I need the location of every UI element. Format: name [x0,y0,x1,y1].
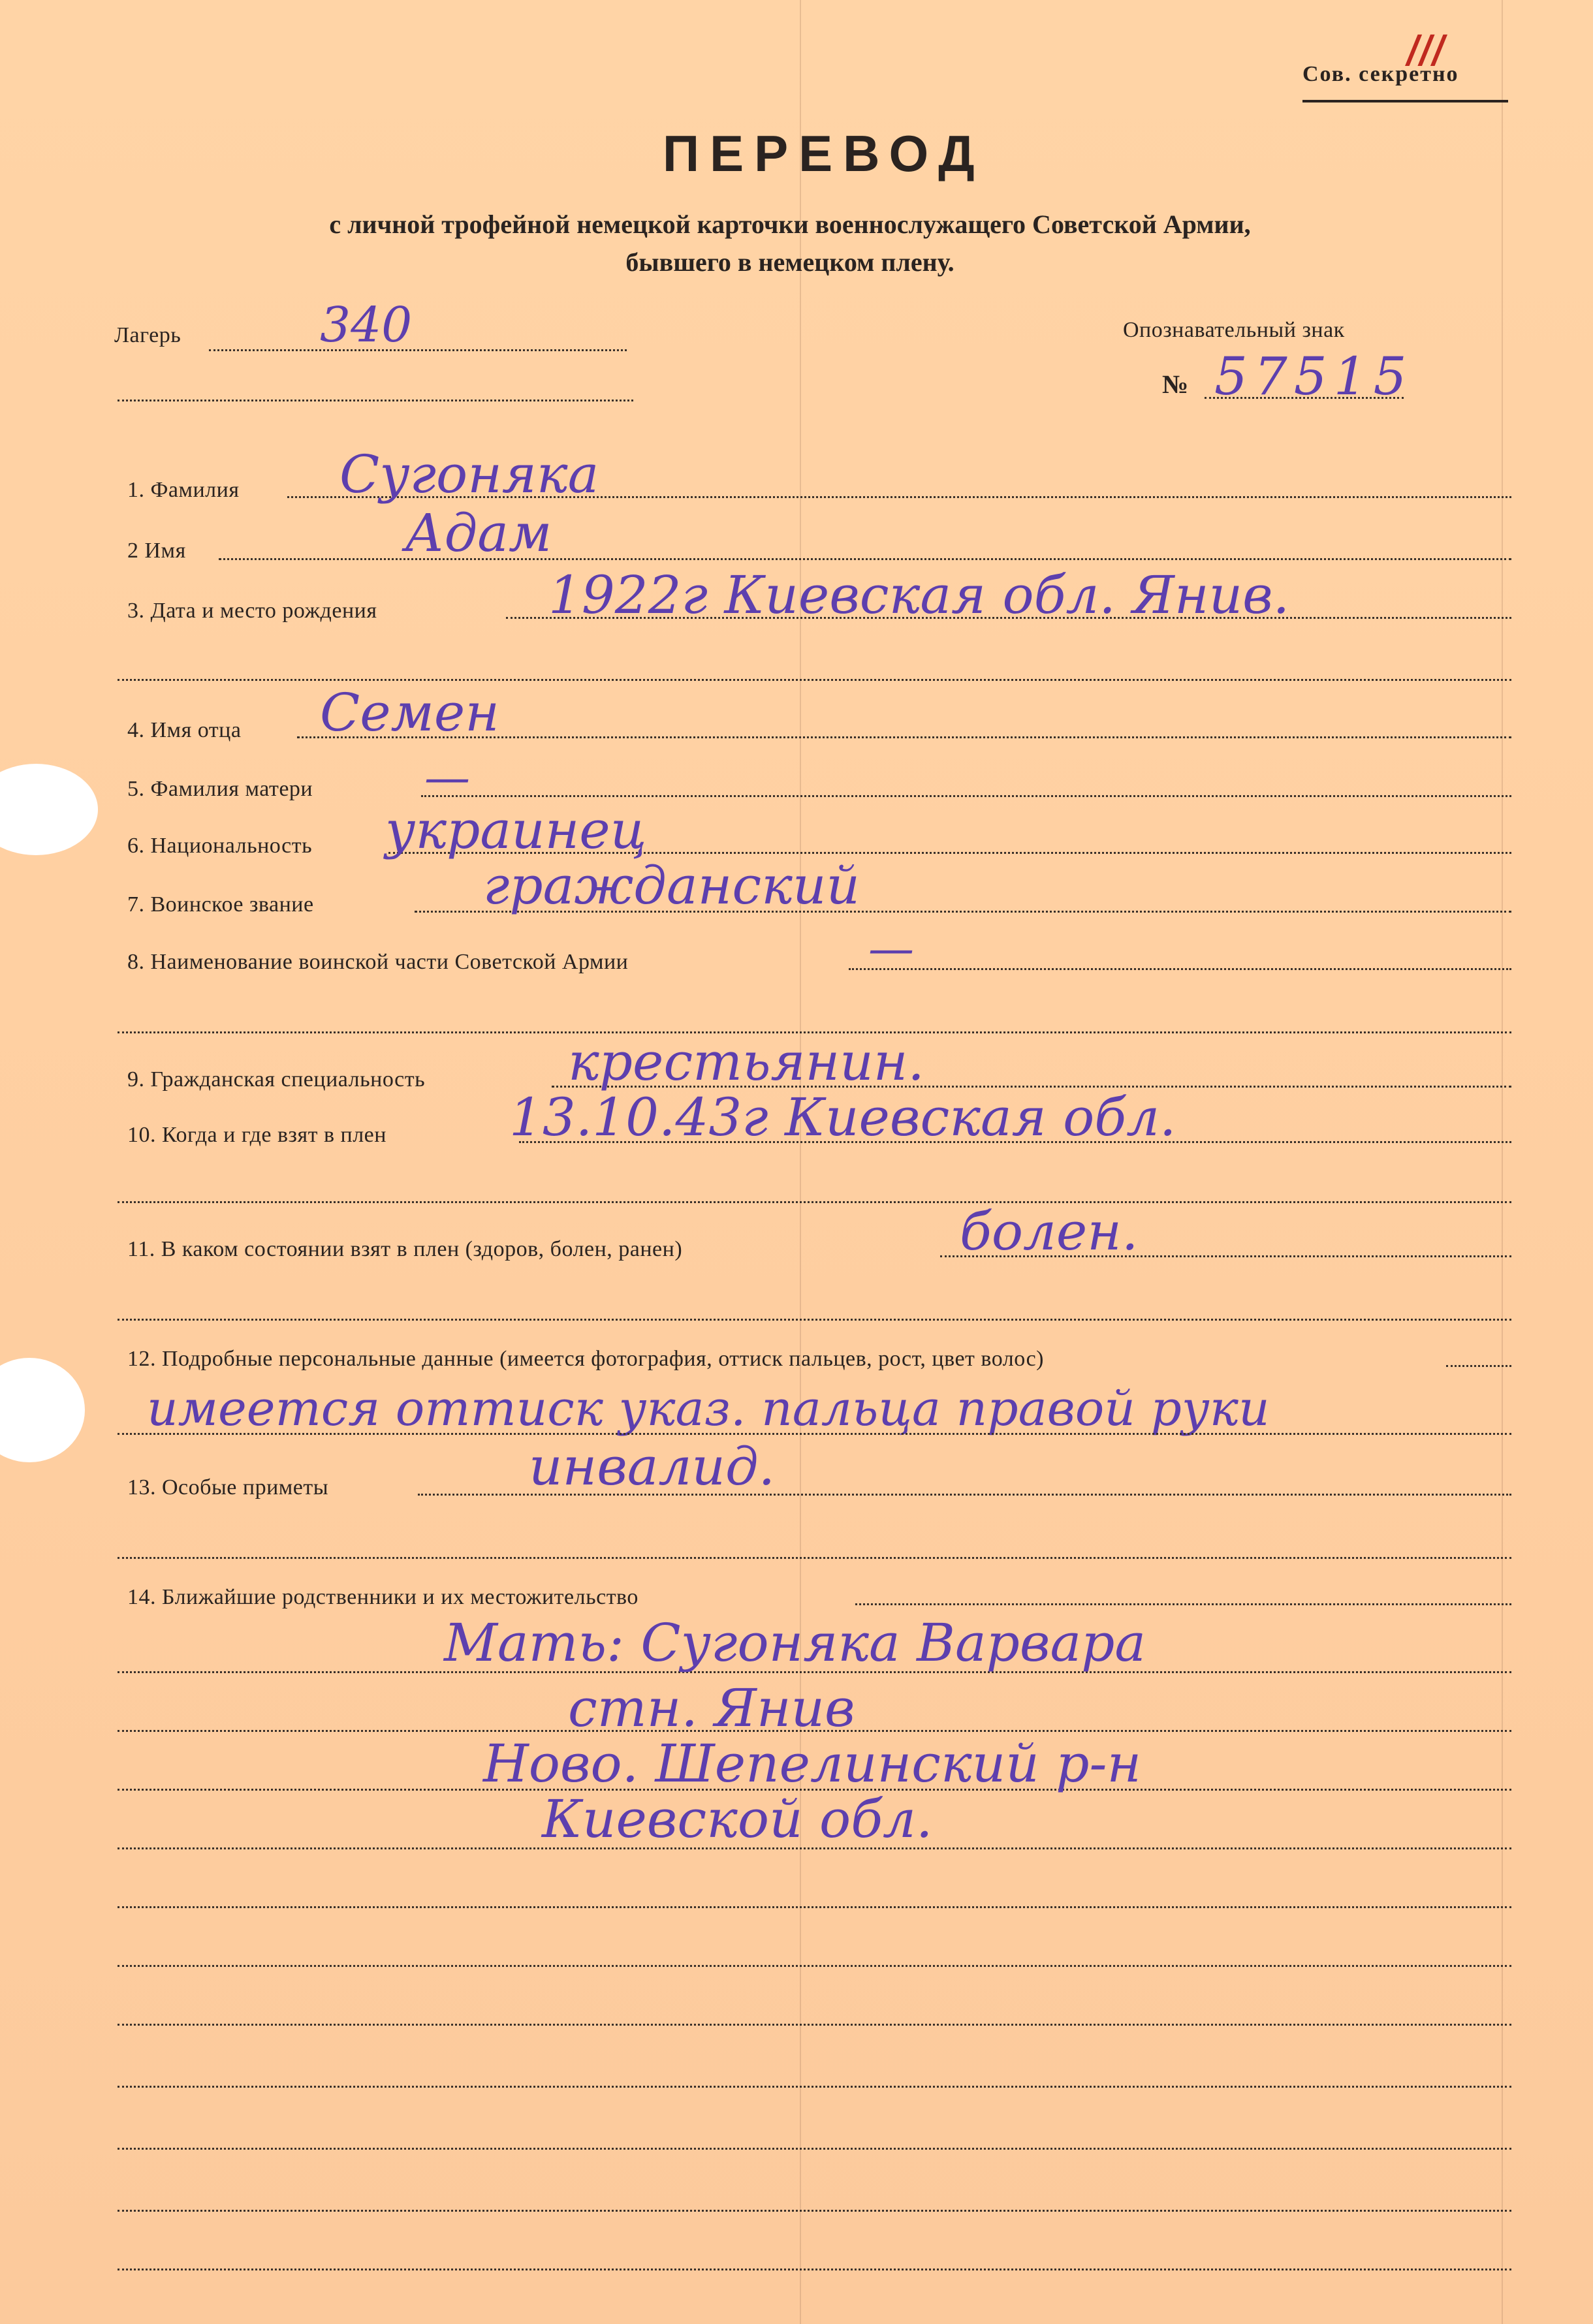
personal-value: имеется оттиск указ. пальца правой руки [147,1381,1270,1437]
mother-label: 5. Фамилия матери [127,777,313,801]
profession-label: 9. Гражданская специальность [127,1067,426,1091]
subtitle-line: бывшего в немецком плену. [625,247,954,277]
unit-value: — [868,922,914,975]
dotted-line [118,1906,1511,1908]
dotted-line [118,1965,1511,1967]
dotted-line [118,679,1511,681]
torn-edge [0,1358,85,1462]
dotted-line [209,349,627,351]
torn-edge [0,764,98,855]
marks-label: 13. Особые приметы [127,1475,329,1500]
dotted-line [118,2148,1511,2150]
dotted-line [855,1603,1511,1605]
relatives-label: 14. Ближайшие родственники и их местожительство [127,1585,639,1609]
relatives-line: Киевской обл. [542,1789,933,1849]
birth-value: 1922г Киевская обл. Янив. [548,565,1290,625]
classification-text: Сов. секретно [1302,62,1459,86]
father-value: Семен [320,682,499,743]
dotted-line [118,2210,1511,2212]
captured-label: 10. Когда и где взят в плен [127,1123,386,1147]
id-number-value: 57515 [1214,346,1413,407]
dotted-line [118,1319,1511,1321]
father-label: 4. Имя отца [127,718,242,742]
surname-value: Сугоняка [339,444,599,505]
nationality-label: 6. Национальность [127,834,313,858]
relatives-line: Ново. Шепелинский р-н [483,1733,1142,1794]
subtitle-line: с личной трофейной немецкой карточки военнослужащего Советской Армии, [329,210,1251,239]
surname-label: 1. Фамилия [127,478,240,502]
nationality-value: украинец [385,800,647,860]
condition-value: болен. [960,1201,1139,1262]
captured-value: 13.10.43г Киевская обл. [509,1087,1176,1148]
camp-label: Лагерь [114,323,181,347]
classification-stamp [1302,62,1459,87]
dotted-line [118,1557,1511,1559]
relatives-line: Мать: Сугоняка Варвара [444,1612,1146,1673]
condition-label: 11. В каком состоянии взят в плен (здоров, болен, ранен) [127,1237,683,1261]
fold-line [1502,0,1503,2324]
dotted-line [421,795,1511,797]
birth-label: 3. Дата и место рождения [127,599,377,623]
dotted-line [1446,1365,1511,1367]
profession-value: крестьянин. [568,1031,924,1092]
dotted-line [118,2024,1511,2026]
name-value: Адам [405,503,552,563]
dotted-line [118,2086,1511,2088]
mother-value: — [424,751,470,804]
red-mark: III [1401,26,1451,76]
personal-label: 12. Подробные персональные данные (имеется фотография, оттиск пальцев, рост, цвет волос) [127,1347,1044,1371]
dotted-line [118,1201,1511,1203]
fold-line [800,0,801,2324]
dotted-line [849,968,1511,970]
id-number-prefix: № [1162,369,1189,399]
dotted-line [118,1433,1511,1435]
dotted-line [118,2269,1511,2270]
unit-label: 8. Наименование воинской части Советской Армии [127,950,629,974]
dotted-line [118,400,633,401]
camp-value: 340 [320,297,413,353]
id-tag-label: Опознавательный знак [1123,318,1345,342]
rank-label: 7. Воинское звание [127,892,314,917]
relatives-line: стн. Янив [568,1678,855,1738]
marks-value: инвалид. [529,1436,776,1497]
page-title: ПЕРЕВОД [663,125,985,182]
name-label: 2 Имя [127,539,186,563]
classification-underline [1302,100,1508,102]
page-subtitle [248,206,1332,281]
rank-value: гражданский [483,855,860,916]
